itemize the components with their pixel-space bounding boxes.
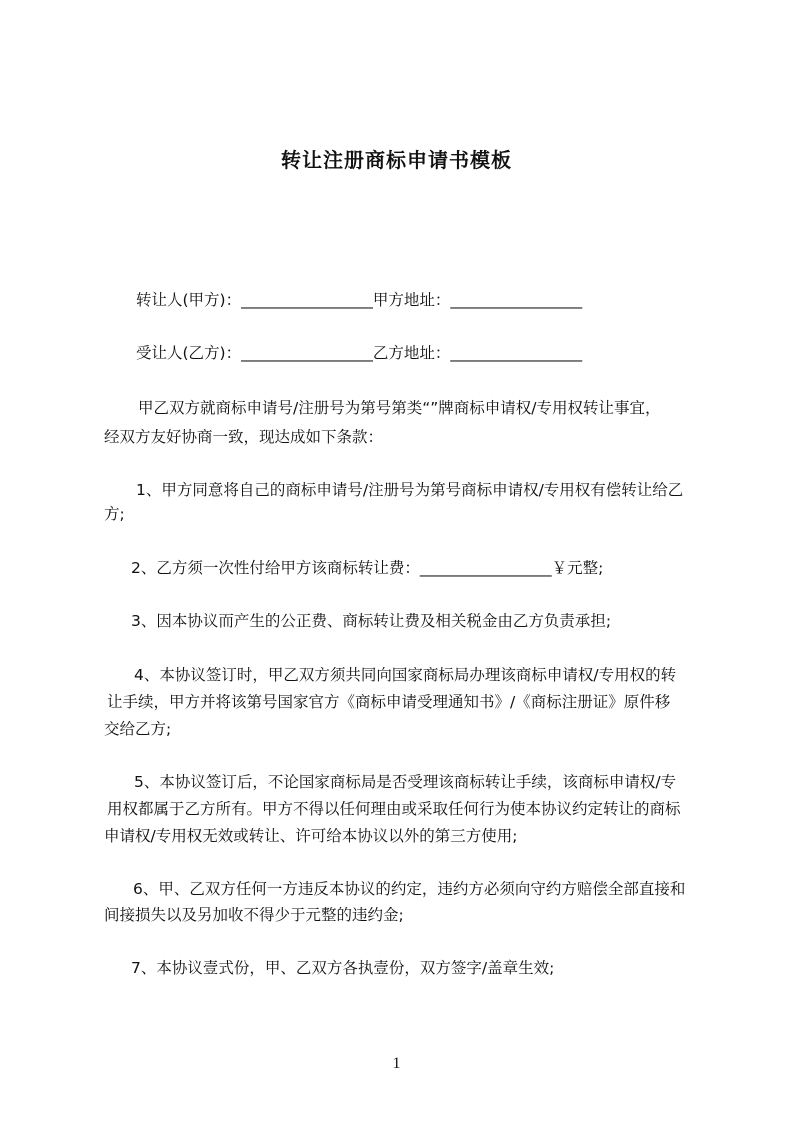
clause-6-line-1: 6、甲、乙双方任何一方违反本协议的约定，违约方必须向守约方赔偿全部直接和 — [133, 880, 686, 898]
intro-line-1: 甲乙双方就商标申请号/注册号为第号第类“”牌商标申请权/专用权转让事宜， — [138, 399, 661, 417]
clause-3: 3、因本协议而产生的公正费、商标转让费及相关税金由乙方负责承担; — [131, 612, 612, 630]
intro-line-2: 经双方友好协商一致，现达成如下条款： — [104, 428, 384, 446]
clause-5-line-1: 5、本协议签订后，不论国家商标局是否受理该商标转让手续，该商标申请权/专 — [134, 773, 677, 791]
transferee-line: 受让人(乙方)：_________________乙方地址：_________________ — [136, 344, 583, 362]
document-title: 转让注册商标申请书模板 — [281, 148, 512, 172]
clause-6-line-2: 间接损失以及另加收不得少于元整的违约金; — [104, 906, 404, 924]
clause-5-line-3: 申请权/专用权无效或转让、许可给本协议以外的第三方使用; — [104, 827, 518, 845]
clause-5-line-2: 用权都属于乙方所有。甲方不得以任何理由或采取任何行为使本协议约定转让的商标 — [107, 800, 681, 818]
clause-1-line-2: 方; — [104, 505, 125, 523]
clause-4-line-1: 4、本协议签订时，甲乙双方须共同向国家商标局办理该商标申请权/专用权的转 — [134, 666, 677, 684]
page-number: 1 — [392, 1055, 401, 1072]
clause-4-line-2: 让手续，甲方并将该第号国家官方《商标申请受理通知书》/《商标注册证》原件移 — [107, 693, 671, 711]
clause-4-line-3: 交给乙方; — [104, 720, 172, 738]
transferor-line: 转让人(甲方)：_________________甲方地址：_________________ — [136, 291, 583, 309]
clause-1-line-1: 1、甲方同意将自己的商标申请号/注册号为第号商标申请权/专用权有偿转让给乙 — [136, 481, 684, 499]
clause-2: 2、乙方须一次性付给甲方该商标转让费：_________________￥元整; — [131, 559, 604, 577]
clause-7: 7、本协议壹式份，甲、乙双方各执壹份，双方签字/盖章生效; — [131, 959, 555, 977]
